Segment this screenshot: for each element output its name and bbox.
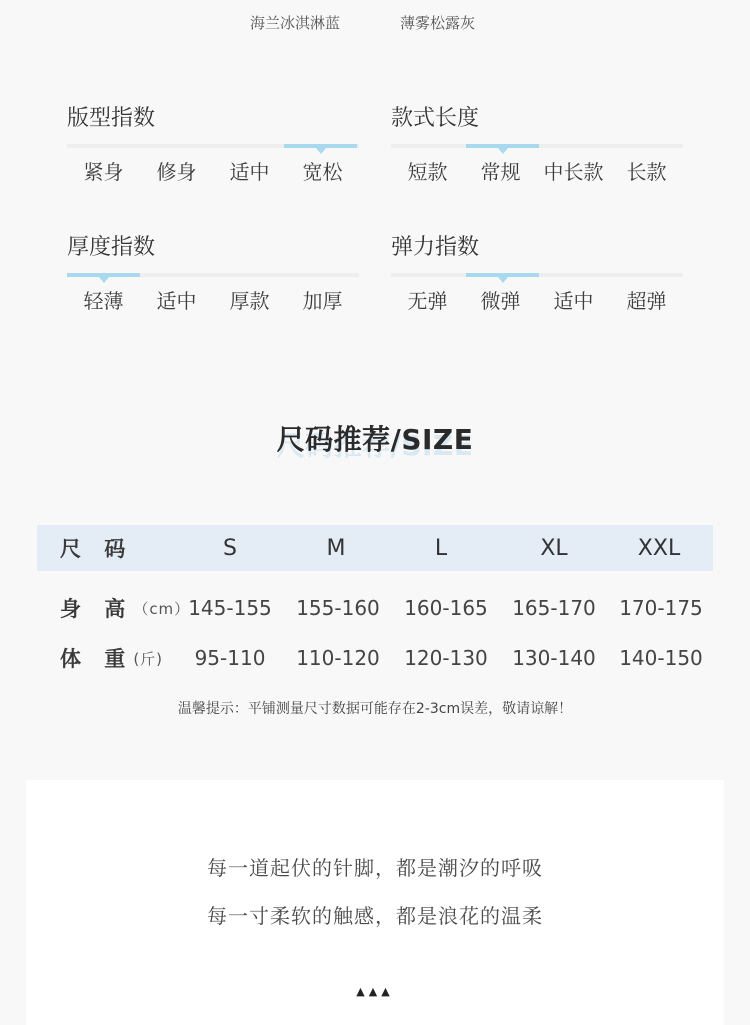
index-marker: [284, 144, 357, 148]
table-cell: 130-140: [512, 646, 596, 670]
size-header-cell: XL: [540, 535, 568, 561]
slogan-line: 每一道起伏的针脚，都是潮汐的呼吸: [207, 856, 543, 880]
index-option: 加厚: [302, 289, 343, 313]
row-label: 体 重 (斤): [60, 647, 164, 671]
size-header-cell: M: [326, 535, 346, 561]
size-tip: 温馨提示：平铺测量尺寸数据可能存在2-3cm误差，敬请谅解！: [177, 701, 573, 717]
index-track: [67, 144, 359, 148]
table-cell: 95-110: [194, 646, 266, 670]
table-row: [37, 583, 713, 633]
table-cell: 140-150: [619, 646, 703, 670]
slogan-line: 每一寸柔软的触感，都是浪花的温柔: [207, 904, 543, 928]
row-label: 身 高 （cm）: [60, 597, 191, 621]
index-option-selected: 轻薄: [83, 289, 124, 313]
triangle-dots-icon: ▲▲▲: [356, 985, 394, 998]
fit-index: [67, 104, 359, 185]
index-marker: [466, 144, 539, 148]
size-section-title: 尺码推荐/SIZE: [276, 423, 474, 456]
table-cell: 155-160: [296, 596, 380, 620]
size-header-row: [37, 525, 713, 571]
index-track: [391, 144, 683, 148]
index-track: [67, 273, 359, 277]
index-option: 厚款: [229, 289, 270, 313]
index-option: 适中: [553, 289, 594, 313]
index-option: 短款: [407, 160, 448, 184]
index-option-selected: 宽松: [302, 160, 343, 184]
slogan-card: [26, 780, 724, 1025]
length-index: [391, 104, 683, 185]
elasticity-index: [391, 233, 683, 314]
size-header-cell: XXL: [637, 535, 681, 561]
table-cell: 165-170: [512, 596, 596, 620]
size-header-label: 尺 码: [60, 537, 134, 561]
index-marker: [466, 273, 539, 277]
index-track: [391, 273, 683, 277]
index-marker: [67, 273, 140, 277]
table-cell: 170-175: [619, 596, 703, 620]
index-option: 无弹: [407, 289, 448, 313]
table-cell: 160-165: [404, 596, 488, 620]
index-option: 修身: [156, 160, 197, 184]
table-row: [37, 633, 713, 683]
color-name: 海兰冰淇淋蓝: [250, 14, 341, 32]
index-title: 弹力指数: [391, 235, 480, 260]
index-option: 适中: [229, 160, 270, 184]
index-option: 适中: [156, 289, 197, 313]
size-table: [37, 525, 713, 683]
index-option: 长款: [626, 160, 667, 184]
index-option: 超弹: [626, 289, 667, 313]
thickness-index: [67, 233, 359, 314]
index-option: 紧身: [83, 160, 124, 184]
index-title: 版型指数: [67, 106, 156, 131]
table-cell: 120-130: [404, 646, 488, 670]
size-header-cell: S: [223, 535, 237, 561]
index-title: 款式长度: [391, 106, 480, 131]
index-option-selected: 常规: [480, 160, 521, 184]
table-cell: 145-155: [188, 596, 272, 620]
index-option: 中长款: [543, 160, 604, 184]
index-option-selected: 微弹: [480, 289, 521, 313]
index-title: 厚度指数: [67, 235, 156, 260]
color-name: 薄雾松露灰: [400, 14, 476, 32]
color-names: [0, 12, 750, 36]
size-header-cell: L: [434, 535, 448, 561]
table-cell: 110-120: [296, 646, 380, 670]
